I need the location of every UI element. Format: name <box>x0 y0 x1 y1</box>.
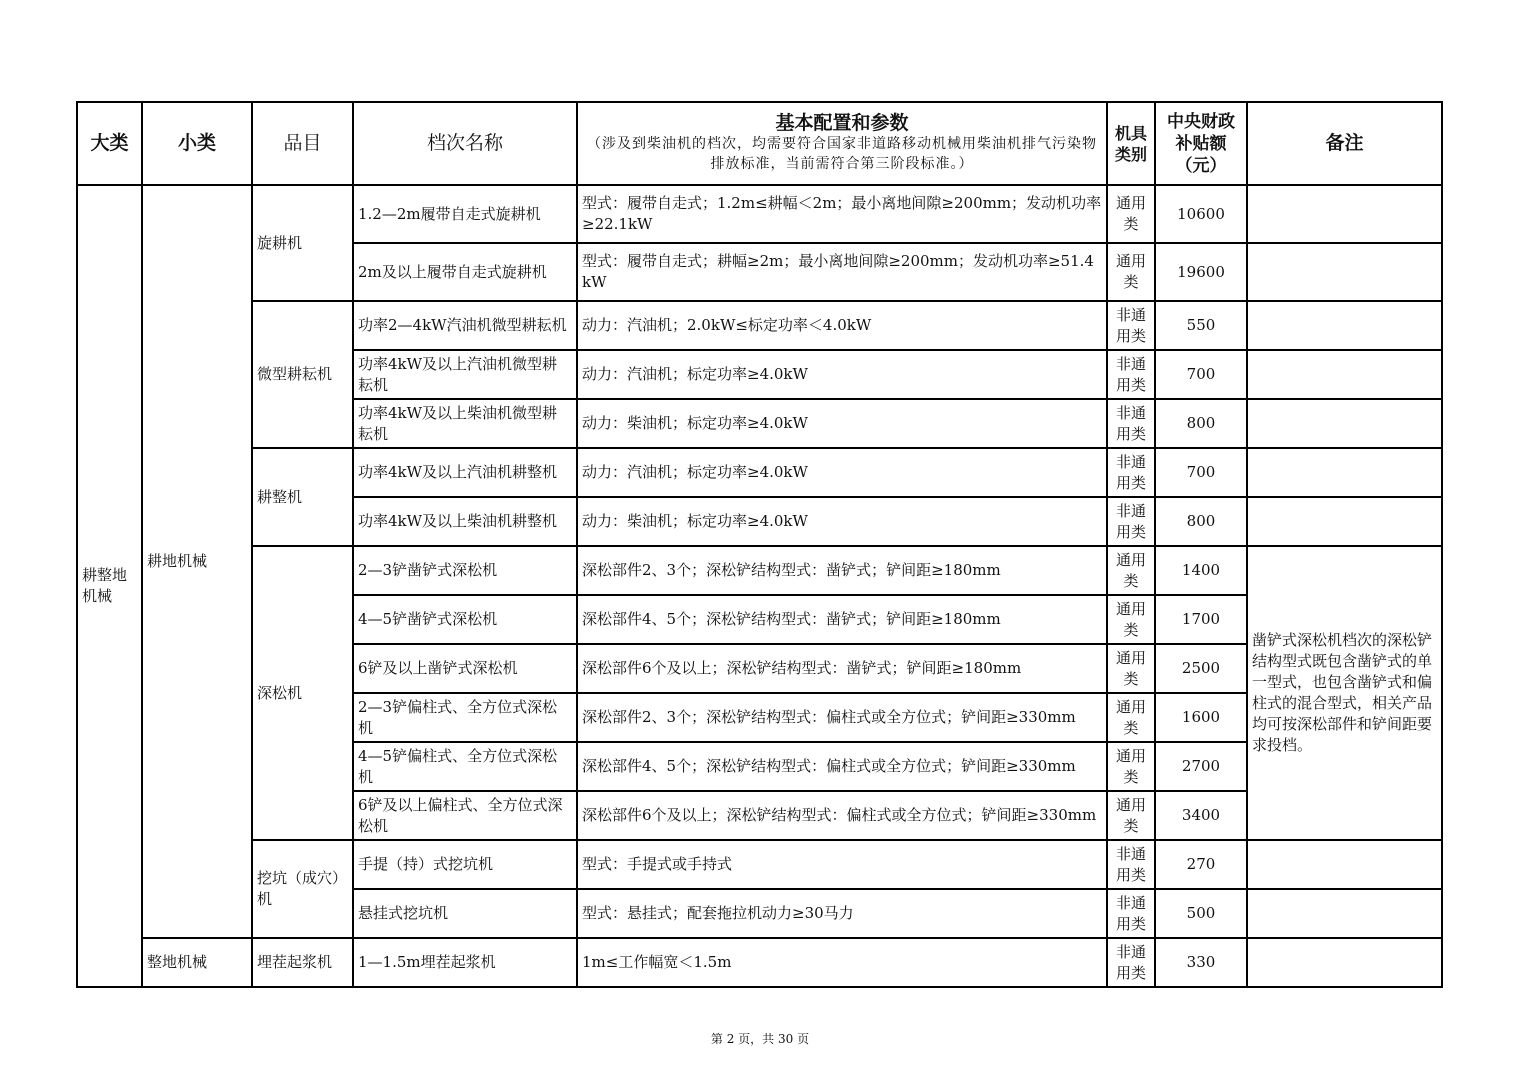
grade-name: 手提（持）式挖坑机 <box>353 840 577 889</box>
subsidy-amount: 700 <box>1155 448 1247 497</box>
config-spec: 动力：汽油机；2.0kW≤标定功率＜4.0kW <box>577 301 1107 350</box>
table-row <box>77 840 1442 889</box>
subsidy-amount: 10600 <box>1155 185 1247 243</box>
grade-name: 1—1.5m埋茬起浆机 <box>353 938 577 987</box>
machine-type: 通用类 <box>1107 546 1155 595</box>
header-major-category: 大类 <box>77 102 142 185</box>
header-item: 品目 <box>252 102 353 185</box>
subsidy-amount: 550 <box>1155 301 1247 350</box>
table-row <box>77 546 1442 595</box>
config-spec: 动力：柴油机；标定功率≥4.0kW <box>577 497 1107 546</box>
config-spec: 深松部件2、3个；深松铲结构型式：偏柱式或全方位式；铲间距≥330mm <box>577 693 1107 742</box>
config-spec: 1m≤工作幅宽＜1.5m <box>577 938 1107 987</box>
machine-type: 非通用类 <box>1107 350 1155 399</box>
config-spec: 动力：汽油机；标定功率≥4.0kW <box>577 350 1107 399</box>
subsidy-amount: 1700 <box>1155 595 1247 644</box>
remark-cell <box>1247 350 1442 399</box>
header-subsidy: 中央财政补贴额（元） <box>1155 102 1247 185</box>
header-remarks: 备注 <box>1247 102 1442 185</box>
subsidy-amount: 2500 <box>1155 644 1247 693</box>
machine-type: 非通用类 <box>1107 448 1155 497</box>
item-name: 微型耕耘机 <box>252 301 353 448</box>
machine-type: 非通用类 <box>1107 301 1155 350</box>
config-spec: 型式：手提式或手持式 <box>577 840 1107 889</box>
header-config-title: 基本配置和参数 <box>775 112 909 134</box>
grade-name: 4—5铲偏柱式、全方位式深松机 <box>353 742 577 791</box>
grade-name: 6铲及以上凿铲式深松机 <box>353 644 577 693</box>
remark-cell <box>1247 938 1442 987</box>
grade-name: 2—3铲凿铲式深松机 <box>353 546 577 595</box>
table-row <box>77 301 1442 350</box>
remark-cell <box>1247 497 1442 546</box>
header-config <box>577 102 1107 185</box>
remark-cell <box>1247 185 1442 243</box>
machine-type: 非通用类 <box>1107 889 1155 938</box>
remark-subsoiler: 凿铲式深松机档次的深松铲结构型式既包含凿铲式的单一型式，也包含凿铲式和偏柱式的混合型式，相关产品均可按深松部件和铲间距要求投档。 <box>1247 546 1442 840</box>
remark-cell <box>1247 448 1442 497</box>
remark-cell <box>1247 243 1442 301</box>
subsidy-amount: 1600 <box>1155 693 1247 742</box>
machine-type: 非通用类 <box>1107 938 1155 987</box>
minor-category: 整地机械 <box>142 938 252 987</box>
config-spec: 深松部件6个及以上；深松铲结构型式：凿铲式；铲间距≥180mm <box>577 644 1107 693</box>
table-row <box>77 185 1442 243</box>
machine-type: 通用类 <box>1107 185 1155 243</box>
subsidy-amount: 800 <box>1155 399 1247 448</box>
grade-name: 功率2—4kW汽油机微型耕耘机 <box>353 301 577 350</box>
machine-type: 通用类 <box>1107 644 1155 693</box>
table-row <box>77 448 1442 497</box>
page-footer: 第 2 页，共 30 页 <box>710 1032 810 1046</box>
config-spec: 型式：履带自走式；耕幅≥2m；最小离地间隙≥200mm；发动机功率≥51.4kW <box>577 243 1107 301</box>
config-spec: 深松部件6个及以上；深松铲结构型式：偏柱式或全方位式；铲间距≥330mm <box>577 791 1107 840</box>
table-header-row <box>77 102 1442 185</box>
subsidy-amount: 500 <box>1155 889 1247 938</box>
item-name: 挖坑（成穴）机 <box>252 840 353 938</box>
header-grade-name: 档次名称 <box>353 102 577 185</box>
machine-type: 通用类 <box>1107 791 1155 840</box>
machine-type: 非通用类 <box>1107 399 1155 448</box>
grade-name: 6铲及以上偏柱式、全方位式深松机 <box>353 791 577 840</box>
config-spec: 型式：悬挂式；配套拖拉机动力≥30马力 <box>577 889 1107 938</box>
subsidy-amount: 330 <box>1155 938 1247 987</box>
subsidy-amount: 270 <box>1155 840 1247 889</box>
subsidy-amount: 700 <box>1155 350 1247 399</box>
config-spec: 动力：柴油机；标定功率≥4.0kW <box>577 399 1107 448</box>
grade-name: 功率4kW及以上柴油机耕整机 <box>353 497 577 546</box>
grade-name: 功率4kW及以上汽油机微型耕耘机 <box>353 350 577 399</box>
grade-name: 功率4kW及以上柴油机微型耕耘机 <box>353 399 577 448</box>
machine-type: 通用类 <box>1107 693 1155 742</box>
header-machine-type: 机具类别 <box>1107 102 1155 185</box>
machine-type: 通用类 <box>1107 742 1155 791</box>
item-name: 旋耕机 <box>252 185 353 301</box>
config-spec: 深松部件4、5个；深松铲结构型式：凿铲式；铲间距≥180mm <box>577 595 1107 644</box>
machine-type: 通用类 <box>1107 595 1155 644</box>
grade-name: 功率4kW及以上汽油机耕整机 <box>353 448 577 497</box>
subsidy-amount: 3400 <box>1155 791 1247 840</box>
minor-category: 耕地机械 <box>142 185 252 938</box>
subsidy-amount: 800 <box>1155 497 1247 546</box>
grade-name: 1.2—2m履带自走式旋耕机 <box>353 185 577 243</box>
machine-type: 通用类 <box>1107 243 1155 301</box>
config-spec: 深松部件4、5个；深松铲结构型式：偏柱式或全方位式；铲间距≥330mm <box>577 742 1107 791</box>
header-minor-category: 小类 <box>142 102 252 185</box>
major-category: 耕整地机械 <box>77 185 142 987</box>
subsidy-table <box>76 101 1443 988</box>
header-config-note: （涉及到柴油机的档次，均需要符合国家非道路移动机械用柴油机排气污染物排放标准，当前需符合第三阶段标准。） <box>587 136 1097 172</box>
machine-type: 非通用类 <box>1107 497 1155 546</box>
remark-cell <box>1247 889 1442 938</box>
item-name: 耕整机 <box>252 448 353 546</box>
subsidy-amount: 1400 <box>1155 546 1247 595</box>
config-spec: 深松部件2、3个；深松铲结构型式：凿铲式；铲间距≥180mm <box>577 546 1107 595</box>
remark-cell <box>1247 840 1442 889</box>
table-row <box>77 938 1442 987</box>
remark-cell <box>1247 301 1442 350</box>
grade-name: 悬挂式挖坑机 <box>353 889 577 938</box>
config-spec: 动力：汽油机；标定功率≥4.0kW <box>577 448 1107 497</box>
remark-cell <box>1247 399 1442 448</box>
subsidy-amount: 19600 <box>1155 243 1247 301</box>
config-spec: 型式：履带自走式；1.2m≤耕幅＜2m；最小离地间隙≥200mm；发动机功率≥22.1kW <box>577 185 1107 243</box>
machine-type: 非通用类 <box>1107 840 1155 889</box>
item-name: 埋茬起浆机 <box>252 938 353 987</box>
subsidy-amount: 2700 <box>1155 742 1247 791</box>
item-name: 深松机 <box>252 546 353 840</box>
grade-name: 4—5铲凿铲式深松机 <box>353 595 577 644</box>
grade-name: 2—3铲偏柱式、全方位式深松机 <box>353 693 577 742</box>
grade-name: 2m及以上履带自走式旋耕机 <box>353 243 577 301</box>
